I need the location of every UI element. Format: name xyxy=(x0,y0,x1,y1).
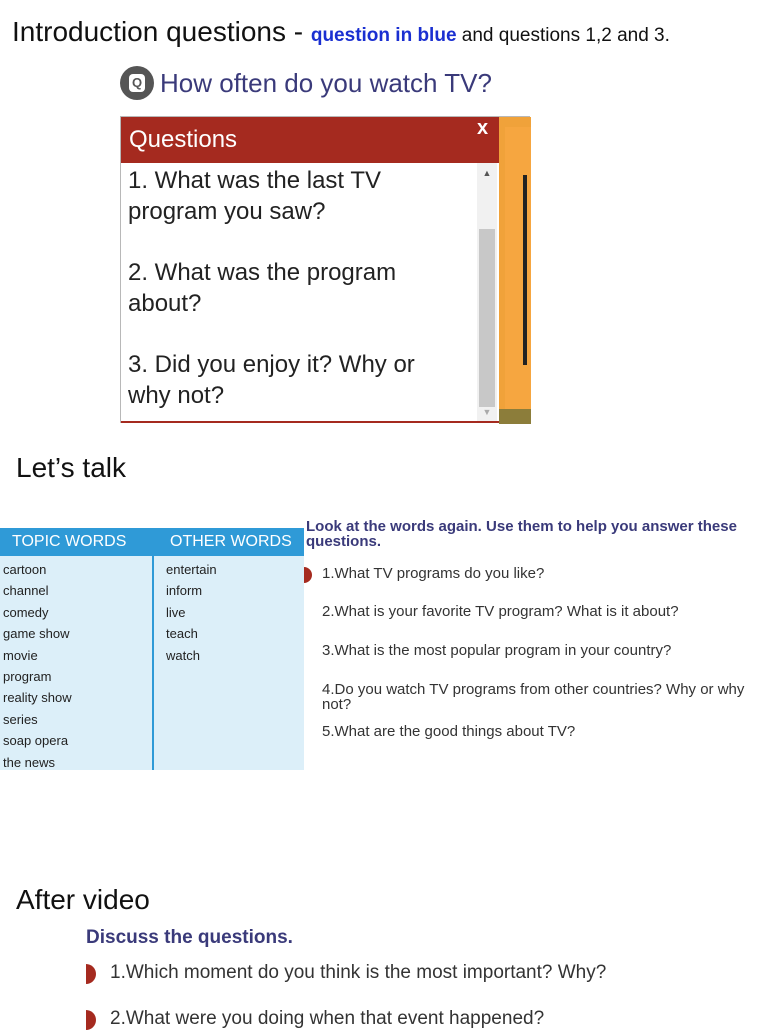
intro-heading xyxy=(12,16,670,48)
topic-words-header: TOPIC WORDS xyxy=(0,528,152,556)
thumbnail-frame xyxy=(505,127,531,419)
discuss-title: Discuss the questions. xyxy=(86,927,293,948)
other-word: live xyxy=(166,604,186,620)
words-table xyxy=(0,528,304,770)
thumbnail-bottom xyxy=(499,409,531,424)
question-badge-icon xyxy=(120,66,154,100)
topic-word: game show xyxy=(3,626,70,642)
bullet-icon xyxy=(304,567,312,583)
popup-scrollbar[interactable] xyxy=(477,163,497,421)
after-video-question-2: 2.What were you doing when that event happened? xyxy=(110,1008,545,1029)
bullet-icon xyxy=(86,1010,96,1030)
after-video-heading: After video xyxy=(16,884,150,915)
topic-word: channel xyxy=(3,583,49,599)
question-badge-letter: Q xyxy=(129,74,145,92)
popup-close-button[interactable]: x xyxy=(477,117,489,139)
after-video-question-1: 1.Which moment do you think is the most important? Why? xyxy=(110,962,607,983)
popup-header xyxy=(121,117,499,163)
topic-word: movie xyxy=(3,647,38,663)
intro-blue-text: question in blue xyxy=(310,25,457,46)
talk-question-3: 3.What is the most popular program in your country? xyxy=(322,642,672,659)
talk-question-4: 4.Do you watch TV programs from other countries? Why or why not? xyxy=(322,681,745,713)
topic-word: program xyxy=(3,669,52,684)
intro-rest-text: and questions 1,2 and 3. xyxy=(456,25,670,46)
lets-talk-heading: Let’s talk xyxy=(16,452,126,483)
other-word: inform xyxy=(166,583,203,599)
main-question: How often do you watch TV? xyxy=(160,68,492,98)
popup-question-3: 3. Did you enjoy it? Why or why not? xyxy=(128,351,415,409)
talk-question-2: 2.What is your favorite TV program? What is it about? xyxy=(322,603,679,620)
talk-question-1: 1.What TV programs do you like? xyxy=(322,565,545,582)
topic-word: comedy xyxy=(3,604,49,620)
other-word: entertain xyxy=(166,562,217,577)
topic-word: soap opera xyxy=(3,733,69,749)
talk-question-5: 5.What are the good things about TV? xyxy=(322,723,576,740)
popup-question-2: 2. What was the program about? xyxy=(128,259,397,317)
popup-title: Questions xyxy=(129,126,238,153)
topic-word: cartoon xyxy=(3,562,47,577)
other-word: teach xyxy=(166,626,198,642)
topic-word: the news xyxy=(3,754,56,770)
column-divider xyxy=(152,528,154,770)
other-word: watch xyxy=(166,647,200,663)
topic-word: reality show xyxy=(3,690,72,706)
popup-video-thumbnail xyxy=(499,117,531,424)
topic-word: series xyxy=(3,711,38,727)
popup-bottom-border xyxy=(121,421,499,423)
scroll-down-arrow-icon[interactable]: ▼ xyxy=(482,407,492,417)
scroll-thumb[interactable] xyxy=(479,229,495,407)
bullet-icon xyxy=(86,964,96,984)
talk-instruction: Look at the words again. Use them to help you answer these questions. xyxy=(306,518,737,550)
popup-body xyxy=(121,163,471,422)
intro-heading-text: Introduction questions - xyxy=(12,16,311,47)
questions-popup xyxy=(120,116,530,423)
popup-question-1: 1. What was the last TV program you saw? xyxy=(128,167,381,225)
thumbnail-bar xyxy=(523,175,527,365)
other-words-header: OTHER WORDS xyxy=(154,528,304,556)
scroll-up-arrow-icon[interactable]: ▲ xyxy=(482,168,492,178)
